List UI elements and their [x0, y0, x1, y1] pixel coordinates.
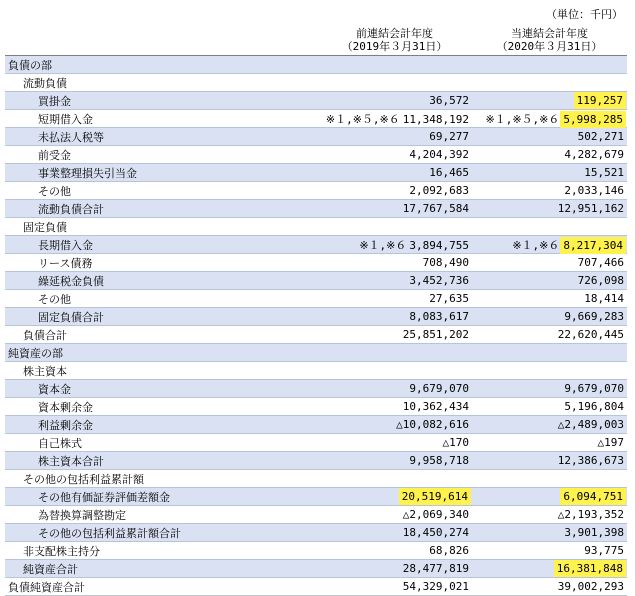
note-mark: ※１,※６ — [359, 238, 407, 252]
row-value-curr — [472, 578, 627, 596]
amount: △2,069,340 — [402, 508, 469, 521]
row-label: 為替換算調整勘定 — [5, 506, 317, 524]
row-label: その他の包括利益累計額 — [5, 470, 317, 488]
table-row — [5, 164, 627, 182]
row-value-prev — [317, 488, 472, 506]
row-label: 未払法人税等 — [5, 128, 317, 146]
amount: 8,083,617 — [409, 310, 469, 323]
header-prev-year — [317, 26, 472, 56]
row-value-curr — [472, 434, 627, 452]
amount: 18,450,274 — [402, 526, 469, 539]
table-row — [5, 578, 627, 596]
row-value-curr — [472, 56, 627, 74]
row-label: その他 — [5, 290, 317, 308]
row-value-prev — [317, 200, 472, 218]
row-value-prev — [317, 74, 472, 92]
row-value-prev — [317, 308, 472, 326]
row-label: 繰延税金負債 — [5, 272, 317, 290]
row-value-prev — [317, 542, 472, 560]
amount: 502,271 — [577, 130, 624, 143]
row-value-prev — [317, 236, 472, 254]
row-value-curr — [472, 74, 627, 92]
amount: 18,414 — [584, 292, 624, 305]
row-label: その他有価証券評価差額金 — [5, 488, 317, 506]
header-row — [5, 26, 627, 56]
row-value-curr — [472, 308, 627, 326]
row-label: 負債の部 — [5, 56, 317, 74]
row-value-prev — [317, 524, 472, 542]
row-label: 流動負債 — [5, 74, 317, 92]
row-value-curr — [472, 92, 627, 110]
table-row — [5, 524, 627, 542]
amount: 22,620,445 — [557, 328, 624, 341]
row-value-curr — [472, 218, 627, 236]
row-value-prev — [317, 128, 472, 146]
amount: 5,196,804 — [564, 400, 624, 413]
amount: 10,362,434 — [402, 400, 469, 413]
row-value-curr — [472, 380, 627, 398]
row-value-prev — [317, 218, 472, 236]
amount: △170 — [442, 436, 469, 449]
row-value-curr — [472, 506, 627, 524]
amount: 119,257 — [576, 94, 623, 107]
table-body — [5, 56, 627, 596]
row-value-curr — [472, 290, 627, 308]
row-label: 事業整理損失引当金 — [5, 164, 317, 182]
row-value-prev — [317, 452, 472, 470]
header-curr-title: 当連結会計年度 — [511, 27, 588, 40]
table-row — [5, 182, 627, 200]
row-value-prev — [317, 470, 472, 488]
row-value-curr — [472, 470, 627, 488]
row-label: 負債純資産合計 — [5, 578, 317, 596]
row-label: 前受金 — [5, 146, 317, 164]
row-label: 固定負債合計 — [5, 308, 317, 326]
amount: 12,951,162 — [557, 202, 624, 215]
note-mark: ※１,※５,※６ — [325, 112, 400, 126]
table-row — [5, 110, 627, 128]
row-label: 資本剰余金 — [5, 398, 317, 416]
row-value-curr — [472, 182, 627, 200]
row-value-prev — [317, 182, 472, 200]
amount: △2,489,003 — [557, 418, 624, 431]
row-label: 固定負債 — [5, 218, 317, 236]
table-row — [5, 92, 627, 110]
row-label: 利益剰余金 — [5, 416, 317, 434]
row-value-prev — [317, 506, 472, 524]
row-value-curr — [472, 452, 627, 470]
row-value-curr — [472, 272, 627, 290]
amount: 17,767,584 — [402, 202, 469, 215]
table-row — [5, 344, 627, 362]
header-prev-title: 前連結会計年度 — [356, 27, 433, 40]
table-row — [5, 128, 627, 146]
row-value-curr — [472, 416, 627, 434]
row-label: 自己株式 — [5, 434, 317, 452]
row-label: リース債務 — [5, 254, 317, 272]
row-value-curr — [472, 560, 627, 578]
amount: 16,381,848 — [556, 562, 623, 575]
row-label: その他の包括利益累計額合計 — [5, 524, 317, 542]
table-row — [5, 362, 627, 380]
amount: 2,033,146 — [564, 184, 624, 197]
amount: 27,635 — [429, 292, 469, 305]
table-row — [5, 542, 627, 560]
amount: 2,092,683 — [409, 184, 469, 197]
table-row — [5, 74, 627, 92]
table-row — [5, 488, 627, 506]
row-value-prev — [317, 326, 472, 344]
row-value-prev — [317, 254, 472, 272]
table-row — [5, 236, 627, 254]
table-row — [5, 398, 627, 416]
amount: 4,204,392 — [409, 148, 469, 161]
row-value-curr — [472, 344, 627, 362]
row-value-curr — [472, 398, 627, 416]
amount: 9,958,718 — [409, 454, 469, 467]
note-mark: ※１,※５,※６ — [485, 112, 560, 126]
row-value-prev — [317, 578, 472, 596]
row-value-curr — [472, 524, 627, 542]
row-value-curr — [472, 128, 627, 146]
table-row — [5, 470, 627, 488]
row-value-prev — [317, 164, 472, 182]
row-value-prev — [317, 92, 472, 110]
row-label: 純資産の部 — [5, 344, 317, 362]
row-value-curr — [472, 110, 627, 128]
header-item — [5, 26, 317, 56]
table-row — [5, 434, 627, 452]
table-row — [5, 308, 627, 326]
balance-sheet-table — [5, 26, 627, 596]
amount: 3,894,755 — [409, 238, 469, 252]
row-value-prev — [317, 560, 472, 578]
row-label: 長期借入金 — [5, 236, 317, 254]
row-label: 買掛金 — [5, 92, 317, 110]
amount: 15,521 — [584, 166, 624, 179]
amount: 11,348,192 — [402, 112, 469, 126]
row-value-prev — [317, 344, 472, 362]
row-label: 資本金 — [5, 380, 317, 398]
amount: 25,851,202 — [402, 328, 469, 341]
amount: 68,826 — [429, 544, 469, 557]
row-value-prev — [317, 272, 472, 290]
amount: 708,490 — [422, 256, 469, 269]
note-mark: ※１,※６ — [512, 238, 560, 252]
amount: 3,452,736 — [409, 274, 469, 287]
amount: 8,217,304 — [563, 238, 623, 252]
row-value-curr — [472, 254, 627, 272]
amount: 69,277 — [429, 130, 469, 143]
row-value-curr — [472, 200, 627, 218]
amount: 9,679,070 — [564, 382, 624, 395]
amount: △10,082,616 — [396, 418, 469, 431]
table-row — [5, 380, 627, 398]
table-row — [5, 200, 627, 218]
amount: △2,193,352 — [557, 508, 624, 521]
row-label: 流動負債合計 — [5, 200, 317, 218]
amount: 726,098 — [577, 274, 624, 287]
amount: 54,329,021 — [402, 580, 469, 593]
header-curr-year — [472, 26, 627, 56]
row-value-prev — [317, 434, 472, 452]
amount: 4,282,679 — [564, 148, 624, 161]
row-label: 純資産合計 — [5, 560, 317, 578]
amount: 12,386,673 — [557, 454, 624, 467]
table-row — [5, 416, 627, 434]
table-row — [5, 326, 627, 344]
row-value-prev — [317, 110, 472, 128]
table-row — [5, 218, 627, 236]
row-value-curr — [472, 488, 627, 506]
row-label: 短期借入金 — [5, 110, 317, 128]
row-value-prev — [317, 398, 472, 416]
table-row — [5, 56, 627, 74]
row-value-curr — [472, 146, 627, 164]
table-row — [5, 452, 627, 470]
row-label: その他 — [5, 182, 317, 200]
row-value-curr — [472, 542, 627, 560]
unit-label: （単位：千円） — [546, 8, 623, 21]
row-value-curr — [472, 164, 627, 182]
amount: 28,477,819 — [402, 562, 469, 575]
table-row — [5, 254, 627, 272]
amount: 36,572 — [429, 94, 469, 107]
row-value-prev — [317, 290, 472, 308]
amount: 20,519,614 — [401, 490, 468, 503]
row-label: 株主資本合計 — [5, 452, 317, 470]
amount: 5,998,285 — [563, 112, 623, 126]
table-row — [5, 146, 627, 164]
row-value-prev — [317, 146, 472, 164]
row-label: 非支配株主持分 — [5, 542, 317, 560]
row-value-curr — [472, 236, 627, 254]
amount: 16,465 — [429, 166, 469, 179]
amount: 39,002,293 — [557, 580, 624, 593]
amount: △197 — [597, 436, 624, 449]
row-value-prev — [317, 380, 472, 398]
table-row — [5, 560, 627, 578]
row-label: 負債合計 — [5, 326, 317, 344]
amount: 3,901,398 — [564, 526, 624, 539]
amount: 9,669,283 — [564, 310, 624, 323]
header-curr-date: （2020年３月31日） — [496, 40, 603, 53]
amount: 93,775 — [584, 544, 624, 557]
amount: 6,094,751 — [563, 490, 623, 503]
table-row — [5, 506, 627, 524]
table-row — [5, 290, 627, 308]
amount: 707,466 — [577, 256, 624, 269]
row-value-prev — [317, 416, 472, 434]
table-row — [5, 272, 627, 290]
row-value-curr — [472, 362, 627, 380]
amount: 9,679,070 — [409, 382, 469, 395]
row-value-curr — [472, 326, 627, 344]
row-value-prev — [317, 56, 472, 74]
row-label: 株主資本 — [5, 362, 317, 380]
row-value-prev — [317, 362, 472, 380]
header-prev-date: （2019年３月31日） — [341, 40, 448, 53]
